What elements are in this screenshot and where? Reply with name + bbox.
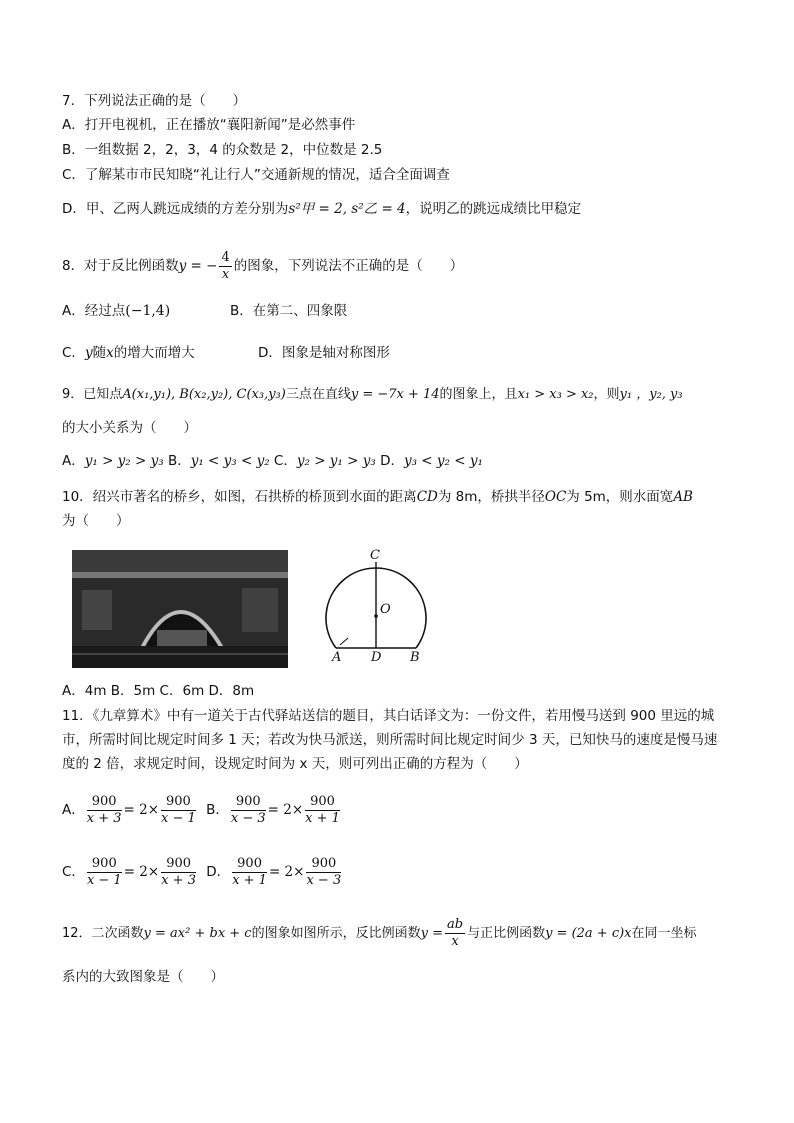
q8-frac-den: x xyxy=(221,266,230,282)
q11-a-n2: 900 xyxy=(161,794,196,811)
q12-stem-line2: 系内的大致图象是（ ） xyxy=(62,969,224,985)
q9-option-c-label: C． xyxy=(273,453,297,469)
q12-stem-pre: 12．二次函数 xyxy=(62,926,144,941)
q9-vars: y₁ ，y₂, y₃ xyxy=(619,387,683,402)
q11-option-d-label: D． xyxy=(206,864,231,880)
q10-stem-line2: 为（ ） xyxy=(62,513,130,529)
q9-stem-mid: 三点在直线 xyxy=(285,387,351,402)
q11-c-d1: x − 1 xyxy=(86,872,122,888)
q11-d-frac2 xyxy=(306,856,341,889)
q8-frac-num: 4 xyxy=(221,249,230,265)
q8-stem-pre: 8．对于反比例函数 xyxy=(62,258,179,274)
q7-option-d xyxy=(62,200,581,218)
q11-c-n1: 900 xyxy=(87,856,122,873)
q9-condition: x₁ > x₃ > x₂ xyxy=(517,387,594,402)
q11-a-frac1 xyxy=(87,794,122,827)
q7-stem: 7．下列说法正确的是（ ） xyxy=(62,93,247,109)
q8-option-a xyxy=(62,302,230,320)
q11-line3: 度的 2 倍，求规定时间，设规定时间为 x 天，则可列出正确的方程为（ ） xyxy=(62,756,528,772)
bridge-photo-drawing xyxy=(72,550,288,668)
q12-stem-post: 在同一坐标 xyxy=(631,926,697,941)
q10-options: A．4m B．5m C．6m D．8m xyxy=(62,683,255,699)
label-d: D xyxy=(371,650,382,665)
q9-stem xyxy=(62,386,683,404)
q10-oc: OC xyxy=(544,489,567,505)
q11-a-n1: 900 xyxy=(87,794,122,811)
q11-b-d2: x + 1 xyxy=(305,810,340,826)
q7-option-c: C．了解某市市民知晓“礼让行人”交通新规的情况，适合全面调查 xyxy=(62,167,450,183)
q11-line1: 11．《九章算术》中有一道关于古代驿站送信的题目，其白话译文为：一份文件，若用慢马送到 900 里远的城 xyxy=(62,708,715,724)
q8-option-c-label: C． xyxy=(62,345,85,361)
q11-d-d1: x + 1 xyxy=(232,872,267,888)
q11-option-c xyxy=(62,855,198,888)
q8-options-row2 xyxy=(62,344,390,362)
q9-option-d-label: D． xyxy=(380,453,404,469)
q11-d-n1: 900 xyxy=(232,856,267,873)
q8-func-lhs: y = − xyxy=(178,258,218,274)
q11-option-b xyxy=(206,793,342,826)
q8-option-b: B．在第二、四象限 xyxy=(230,303,348,319)
q9-option-d xyxy=(380,453,483,469)
q9-option-c-expr: y₂ > y₁ > y₃ xyxy=(296,453,376,469)
q8-option-d: D．图象是轴对称图形 xyxy=(258,345,390,361)
q12-inverse-num: ab xyxy=(446,917,464,932)
q12-proportional: y = (2a + c)x xyxy=(545,926,632,941)
q8-options-row1 xyxy=(62,302,347,320)
q12-stem-mid: 的图象如图所示，反比例函数 xyxy=(251,926,421,941)
label-o: O xyxy=(380,602,391,617)
q11-d-d2: x − 3 xyxy=(306,872,342,888)
q11-line2: 市，所需时间比规定时间多 1 天；若改为快马派送，则所需时间比规定时间少 3 天，已知快马的速度是慢马速 xyxy=(62,732,718,748)
q10-stem xyxy=(62,488,693,506)
q8-fraction xyxy=(219,250,231,283)
q7-option-d-post: ，说明乙的跳远成绩比甲稳定 xyxy=(405,201,582,217)
q8-stem xyxy=(62,248,463,284)
q8-option-a-label: A．经过点 xyxy=(62,303,126,319)
q11-c-mid: = 2× xyxy=(123,864,160,880)
q11-b-d1: x − 3 xyxy=(230,810,266,826)
q10-stem-pre: 10．绍兴市著名的桥乡，如图，石拱桥的桥顶到水面的距离 xyxy=(62,489,417,505)
q8-option-c-mid: 随 xyxy=(92,345,107,361)
q11-option-a xyxy=(62,793,198,826)
q8-var-y: y xyxy=(84,345,93,361)
stone-bridge-photo xyxy=(72,550,288,668)
circle-arc-diagram xyxy=(322,548,440,668)
q9-stem-mid3: ，则 xyxy=(593,387,620,402)
q11-b-n1: 900 xyxy=(231,794,266,811)
q11-options-row1 xyxy=(62,790,342,830)
q11-b-mid: = 2× xyxy=(267,802,304,818)
q11-d-mid: = 2× xyxy=(268,864,305,880)
q9-option-b xyxy=(168,453,270,469)
q9-options xyxy=(62,452,483,470)
q8-option-c xyxy=(62,344,258,362)
q11-b-frac2 xyxy=(305,794,340,827)
q8-option-c-post: 的增大而增大 xyxy=(113,345,195,361)
q11-b-frac1 xyxy=(231,794,266,827)
q7-option-d-pre: D．甲、乙两人跳远成绩的方差分别为 xyxy=(62,201,289,217)
q11-option-d xyxy=(206,855,343,888)
q9-option-b-expr: y₁ < y₃ < y₂ xyxy=(190,453,270,469)
q12-stem xyxy=(62,916,697,952)
q11-c-n2: 900 xyxy=(161,856,196,873)
q8-point: (−1,4) xyxy=(125,303,171,319)
q11-a-d1: x + 3 xyxy=(86,810,122,826)
q11-c-d2: x + 3 xyxy=(161,872,196,888)
q10-stem-mid: 为 8m，桥拱半径 xyxy=(437,489,545,505)
q11-options-row2 xyxy=(62,852,343,892)
q8-var-x: x xyxy=(106,345,114,361)
q11-option-c-label: C． xyxy=(62,864,85,880)
q11-a-frac2 xyxy=(161,794,196,827)
q9-option-a xyxy=(62,453,164,469)
q9-option-a-label: A． xyxy=(62,453,85,469)
q11-c-frac2 xyxy=(161,856,196,889)
q7-option-a: A．打开电视机，正在播放“襄阳新闻”是必然事件 xyxy=(62,117,356,133)
q9-points: A(x₁,y₁), B(x₂,y₂), C(x₃,y₃) xyxy=(122,387,286,402)
q9-option-d-expr: y₃ < y₂ < y₁ xyxy=(403,453,483,469)
q10-stem-mid2: 为 5m，则水面宽 xyxy=(566,489,674,505)
q12-quadratic: y = ax² + bx + c xyxy=(143,926,252,941)
q12-stem-mid2: 与正比例函数 xyxy=(467,926,546,941)
q10-ab: AB xyxy=(673,489,693,505)
label-a: A xyxy=(332,650,342,665)
label-c: C xyxy=(370,548,380,563)
q11-option-b-label: B． xyxy=(206,802,229,818)
q11-a-d2: x − 1 xyxy=(161,810,196,826)
q9-line-eq: y = −7x + 14 xyxy=(350,387,440,402)
q9-stem-mid2: 的图象上，且 xyxy=(439,387,518,402)
q11-option-a-label: A． xyxy=(62,802,85,818)
q12-inverse-frac xyxy=(445,917,465,950)
q11-d-n2: 900 xyxy=(306,856,341,873)
q7-option-b: B．一组数据 2，2，3，4 的众数是 2，中位数是 2.5 xyxy=(62,142,383,158)
q9-stem-line2: 的大小关系为（ ） xyxy=(62,420,197,436)
q11-a-mid: = 2× xyxy=(123,802,160,818)
q9-option-b-label: B． xyxy=(167,453,191,469)
q7-variance-expr: s²甲 = 2, s²乙 = 4 xyxy=(288,201,406,217)
q10-cd: CD xyxy=(416,489,438,505)
q9-option-c xyxy=(274,453,376,469)
q12-inverse-den: x xyxy=(451,934,459,949)
q11-d-frac1 xyxy=(232,856,267,889)
q9-stem-pre: 9．已知点 xyxy=(62,387,123,402)
q11-b-n2: 900 xyxy=(305,794,340,811)
q8-stem-post: 的图象，下列说法不正确的是（ ） xyxy=(233,258,464,274)
q12-inverse-lhs: y = xyxy=(420,926,443,941)
q11-c-frac1 xyxy=(87,856,122,889)
label-b: B xyxy=(410,650,420,665)
q9-option-a-expr: y₁ > y₂ > y₃ xyxy=(84,453,164,469)
